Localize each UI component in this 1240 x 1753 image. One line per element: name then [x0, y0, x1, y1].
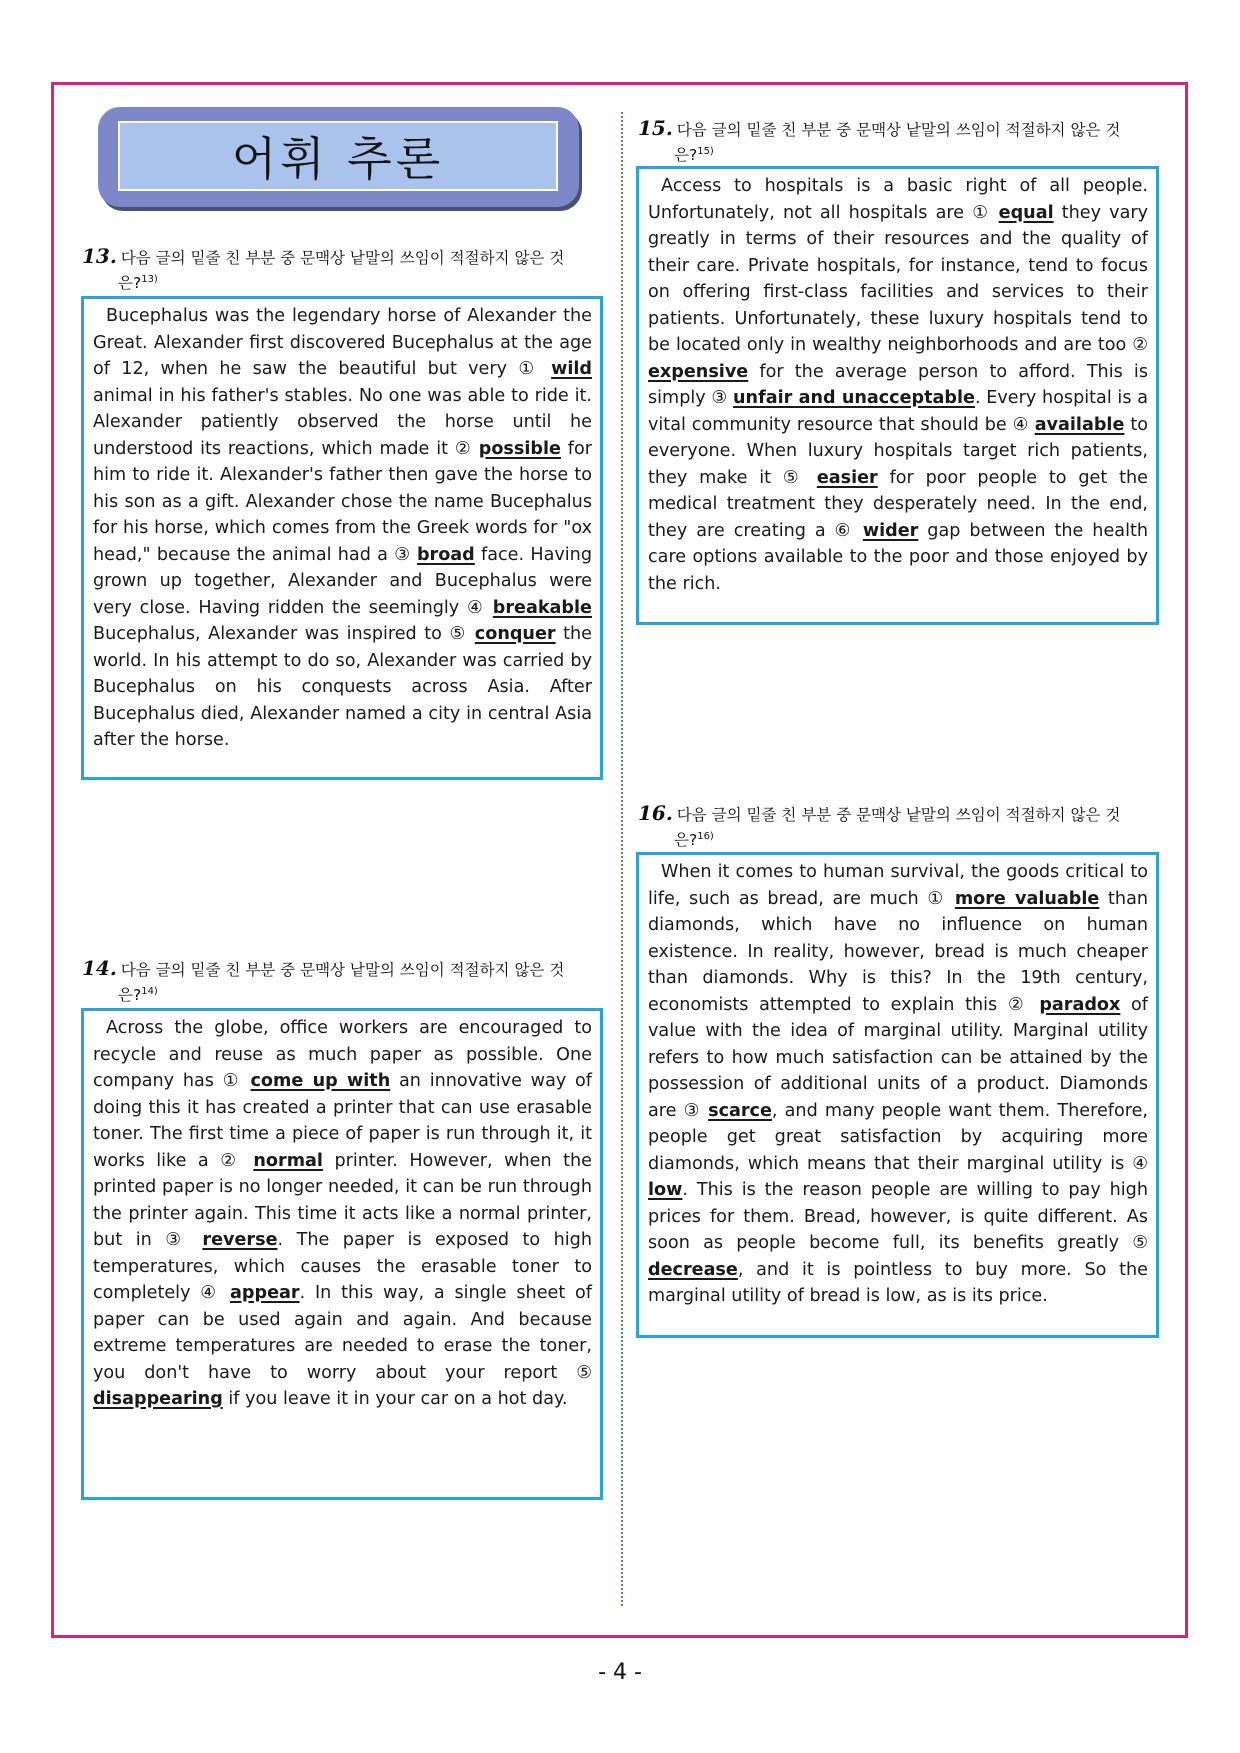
- question-prompt: 다음 글의 밑줄 친 부분 중 문맥상 낱말의 쓰임이 적절하지 않은 것: [120, 961, 565, 979]
- underlined-word: broad: [416, 544, 475, 565]
- question-16-header: [638, 803, 1160, 851]
- choice-marker: ①: [222, 1071, 242, 1091]
- underlined-word: decrease: [648, 1259, 738, 1280]
- underlined-word: wild: [551, 359, 593, 379]
- passage-15: [636, 166, 1159, 625]
- passage-14: [81, 1008, 603, 1500]
- passage-text: When it comes to human survival, the goods critical to life, such as bread, are much ① more valuable than diamonds, which have no influence on human existence. In reality, however, bread is much cheaper than diamonds. Why is this? In the 19th century, economists attempted to explain this ② paradox of value with the idea of marginal utility. Marginal utility refers to how much satisfaction can be attained by the possession of additional units of a product. Diamonds are ③ scarce, and many people want them. Therefore, people get great satisfaction by acquiring more diamonds, which means that their marginal utility is ④ low. This is the reason people are willing to pay high prices for them. Bread, however, is quite different. As soon as people become full, its benefits greatly ⑤ decrease, and it is pointless to buy more. So the marginal utility of bread is low, as is its price.: [648, 862, 1149, 1306]
- question-prompt-end: 은?: [118, 274, 142, 293]
- question-number: 14.: [82, 956, 117, 980]
- title-banner-inner: [118, 121, 558, 191]
- underlined-word: expensive: [648, 361, 749, 382]
- underlined-word: come up with: [250, 1071, 391, 1091]
- choice-marker: ⑤: [449, 624, 468, 644]
- page-number: - 4 -: [598, 1660, 642, 1685]
- question-prompt-end: 은?: [118, 986, 142, 1005]
- underlined-word: breakable: [492, 597, 592, 618]
- section-title: 어휘 추론: [231, 132, 445, 186]
- choice-marker: ④: [1132, 1153, 1148, 1174]
- question-number: 13.: [82, 244, 117, 268]
- choice-marker: ⑤: [576, 1362, 592, 1383]
- question-prompt: 다음 글의 밑줄 친 부분 중 문맥상 낱말의 쓰임이 적절하지 않은 것: [120, 249, 565, 267]
- underlined-word: possible: [478, 438, 561, 459]
- choice-marker: ②: [1007, 994, 1029, 1015]
- choice-marker: ②: [220, 1150, 242, 1171]
- footnote-ref: 16): [697, 831, 714, 842]
- underlined-word: wider: [862, 520, 919, 541]
- question-prompt-end: 은?: [674, 146, 698, 165]
- choice-marker: ①: [518, 359, 540, 379]
- underlined-word: unfair and unacceptable: [733, 388, 975, 408]
- underlined-word: easier: [816, 467, 878, 488]
- choice-marker: ①: [927, 888, 947, 909]
- choice-marker: ①: [972, 202, 991, 223]
- question-14-header: [82, 958, 604, 1006]
- underlined-word: reverse: [202, 1230, 278, 1250]
- choice-marker: ④: [200, 1283, 221, 1303]
- choice-marker: ②: [454, 438, 472, 459]
- underlined-word: appear: [230, 1283, 300, 1303]
- passage-text: Access to hospitals is a basic right of all people. Unfortunately, not all hospitals are ① equal they vary greatly in terms of their resources and the quality of their care. Private hospitals, for instance, tend to focus on offering first-class facilities and services to their patients. Unfortunately, these luxury hospitals tend to be located only in wealthy neighborhoods and are too ② expensive for the average person to afford. This is simply ③ unfair and unacceptable. Every hospital is a vital community resource that should be ④ available to everyone. When luxury hospitals target rich patients, they make it ⑤ easier for poor people to get the medical treatment they desperately need. In the end, they are creating a ⑥ wider gap between the health care options available to the poor and those enjoyed by the rich.: [648, 176, 1149, 594]
- question-prompt-end: 은?: [674, 831, 698, 850]
- underlined-word: paradox: [1039, 994, 1121, 1015]
- footnote-ref: 14): [141, 986, 158, 997]
- passage-text: Across the globe, office workers are encouraged to recycle and reuse as much paper as possible. One company has ① come up with an innovative way of doing this it has created a printer that can use erasable toner. The first time a piece of paper is run through it, it works like a ② normal printer. However, when the printed paper is no longer needed, it can be run through the printer again. This time it acts like a normal printer, but in ③ reverse. The paper is exposed to high temperatures, which causes the erasable toner to completely ④ appear. In this way, a single sheet of paper can be used again and again. And because extreme temperatures are needed to erase the toner, you don't have to worry about your report ⑤ disappearing if you leave it in your car on a hot day.: [93, 1018, 593, 1409]
- question-number: 16.: [638, 801, 673, 825]
- column-divider: [621, 112, 623, 1606]
- underlined-word: conquer: [474, 624, 556, 644]
- footnote-ref: 13): [141, 274, 158, 285]
- choice-marker: ③: [394, 544, 411, 565]
- question-number: 15.: [638, 116, 673, 140]
- choice-marker: ③: [683, 1100, 701, 1121]
- choice-marker: ②: [1132, 335, 1148, 355]
- question-prompt: 다음 글의 밑줄 친 부분 중 문맥상 낱말의 쓰임이 적절하지 않은 것: [676, 121, 1121, 139]
- question-15-header: [638, 118, 1160, 166]
- underlined-word: normal: [253, 1150, 323, 1171]
- passage-text: Bucephalus was the legendary horse of Alexander the Great. Alexander first discovered Bucephalus at the age of 12, when he saw the beautiful but very ① wild animal in his father's stables. No one was able to ride it. Alexander patiently observed the horse until he understood its reactions, which made it ② possible for him to ride it. Alexander's father then gave the horse to his son as a gift. Alexander chose the name Bucephalus for his horse, which comes from the Greek words for "ox head," because the animal had a ③ broad face. Having grown up together, Alexander and Bucephalus were very close. Having ridden the seemingly ④ breakable Bucephalus, Alexander was inspired to ⑤ conquer the world. In his attempt to do so, Alexander was carried by Bucephalus on his conquests across Asia. After Bucephalus died, Alexander named a city in central Asia after the horse.: [93, 306, 593, 750]
- underlined-word: low: [648, 1180, 683, 1200]
- choice-marker: ③: [165, 1230, 189, 1250]
- choice-marker: ⑤: [782, 467, 805, 488]
- footnote-ref: 15): [697, 146, 714, 157]
- underlined-word: available: [1034, 414, 1125, 435]
- question-13-header: [82, 246, 604, 294]
- question-prompt: 다음 글의 밑줄 친 부분 중 문맥상 낱말의 쓰임이 적절하지 않은 것: [676, 806, 1121, 824]
- choice-marker: ④: [466, 597, 485, 618]
- choice-marker: ⑥: [834, 520, 854, 541]
- underlined-word: scarce: [708, 1100, 772, 1121]
- passage-16: [636, 852, 1159, 1338]
- choice-marker: ④: [1012, 414, 1029, 435]
- passage-13: [81, 296, 603, 780]
- underlined-word: disappearing: [93, 1389, 223, 1409]
- underlined-word: equal: [998, 202, 1054, 223]
- choice-marker: ⑤: [1132, 1233, 1148, 1253]
- underlined-word: more valuable: [954, 888, 1100, 909]
- choice-marker: ③: [711, 388, 728, 408]
